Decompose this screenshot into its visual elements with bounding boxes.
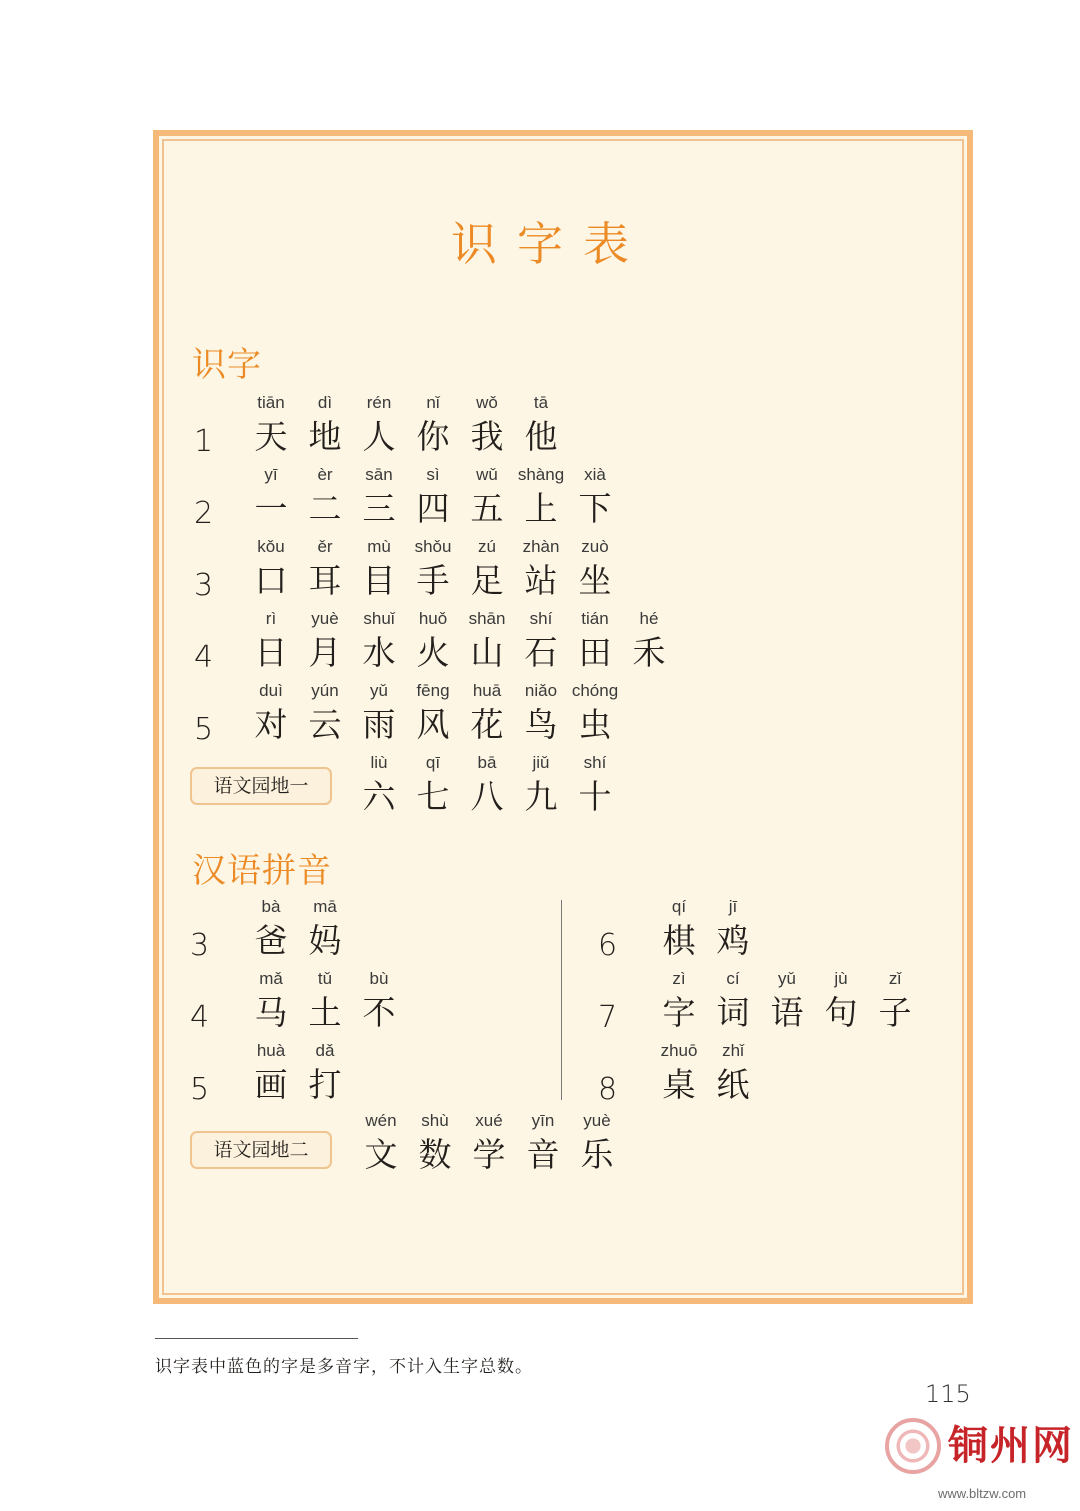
pinyin: sì bbox=[426, 465, 440, 484]
char-cell bbox=[408, 1108, 462, 1176]
pinyin: shù bbox=[421, 1111, 449, 1130]
hanzi: 鸟 bbox=[524, 705, 558, 744]
hanzi: 坐 bbox=[578, 561, 612, 600]
pinyin: yún bbox=[311, 681, 339, 700]
hanzi: 乐 bbox=[580, 1135, 614, 1174]
pinyin: tiān bbox=[257, 393, 285, 412]
lesson-number: 5 bbox=[190, 1072, 210, 1107]
hanzi: 日 bbox=[254, 633, 288, 672]
char-cell bbox=[298, 678, 352, 746]
char-cell bbox=[460, 462, 514, 530]
pinyin: rén bbox=[366, 393, 392, 412]
pinyin: shàng bbox=[517, 465, 565, 484]
hanzi: 爸 bbox=[254, 921, 288, 960]
hanzi: 棋 bbox=[662, 921, 696, 960]
pinyin: zì bbox=[672, 969, 686, 988]
char-cell bbox=[298, 606, 352, 674]
hanzi: 十 bbox=[578, 777, 612, 816]
hanzi: 你 bbox=[416, 417, 450, 456]
pinyin: mù bbox=[367, 537, 391, 556]
pinyin: qí bbox=[671, 897, 687, 916]
hanzi: 雨 bbox=[362, 705, 396, 744]
char-cell bbox=[568, 750, 622, 818]
watermark-url: www.bltzw.com bbox=[938, 1486, 1027, 1501]
hanzi: 纸 bbox=[716, 1065, 750, 1104]
page-title: 识字表 bbox=[451, 217, 649, 271]
hanzi: 对 bbox=[254, 705, 288, 744]
section-heading-shizi: 识字 bbox=[192, 345, 262, 385]
pinyin: bà bbox=[261, 897, 281, 916]
char-cell bbox=[514, 678, 568, 746]
hanzi: 马 bbox=[254, 993, 288, 1032]
hanzi: 山 bbox=[470, 633, 504, 672]
pinyin: tǔ bbox=[317, 969, 333, 988]
char-cell bbox=[298, 462, 352, 530]
char-cell bbox=[352, 534, 406, 602]
pinyin: zhǐ bbox=[722, 1041, 744, 1060]
hanzi: 耳 bbox=[308, 561, 342, 600]
char-cell bbox=[460, 606, 514, 674]
pinyin: shí bbox=[583, 753, 607, 772]
pinyin: huā bbox=[472, 681, 502, 700]
pinyin: ěr bbox=[317, 537, 333, 556]
hanzi: 火 bbox=[416, 633, 450, 672]
hanzi: 字 bbox=[662, 993, 696, 1032]
hanzi: 禾 bbox=[632, 633, 666, 672]
pinyin: bù bbox=[369, 969, 389, 988]
char-cell bbox=[406, 606, 460, 674]
hanzi: 鸡 bbox=[716, 921, 750, 960]
char-cell bbox=[514, 606, 568, 674]
char-cell bbox=[352, 966, 406, 1034]
char-cell bbox=[406, 678, 460, 746]
pinyin: shí bbox=[529, 609, 553, 628]
pinyin: chóng bbox=[571, 681, 619, 700]
pinyin: yǔ bbox=[778, 969, 796, 988]
garden-badge: 语文园地二 bbox=[190, 1131, 332, 1169]
char-cell bbox=[352, 390, 406, 458]
char-cell bbox=[460, 390, 514, 458]
lesson-number: 3 bbox=[190, 928, 210, 963]
hanzi: 七 bbox=[416, 777, 450, 816]
pinyin: mā bbox=[313, 897, 337, 916]
column-divider bbox=[561, 900, 562, 1100]
hanzi: 月 bbox=[308, 633, 342, 672]
char-cell bbox=[514, 534, 568, 602]
char-cell bbox=[406, 462, 460, 530]
pinyin: xià bbox=[584, 465, 606, 484]
pinyin: èr bbox=[317, 465, 333, 484]
char-cell bbox=[514, 462, 568, 530]
hanzi: 四 bbox=[416, 489, 450, 528]
char-cell bbox=[244, 894, 298, 962]
hanzi: 人 bbox=[362, 417, 396, 456]
garden-badge: 语文园地一 bbox=[190, 767, 332, 805]
hanzi: 口 bbox=[254, 561, 288, 600]
hanzi: 六 bbox=[362, 777, 396, 816]
pinyin: niǎo bbox=[524, 681, 558, 700]
char-cell bbox=[460, 534, 514, 602]
char-cell bbox=[568, 462, 622, 530]
pinyin: sān bbox=[365, 465, 393, 484]
char-cell bbox=[298, 534, 352, 602]
char-cell bbox=[706, 966, 760, 1034]
pinyin: kǒu bbox=[257, 537, 285, 556]
hanzi: 我 bbox=[470, 417, 504, 456]
char-cell bbox=[244, 390, 298, 458]
hanzi: 水 bbox=[362, 633, 396, 672]
char-cell bbox=[244, 606, 298, 674]
char-cell bbox=[298, 390, 352, 458]
hanzi: 桌 bbox=[662, 1065, 696, 1104]
hanzi: 风 bbox=[416, 705, 450, 744]
pinyin: cí bbox=[726, 969, 740, 988]
hanzi: 句 bbox=[824, 993, 858, 1032]
hanzi: 子 bbox=[878, 993, 912, 1032]
pinyin: tā bbox=[533, 393, 549, 412]
hanzi: 不 bbox=[362, 993, 396, 1032]
lesson-number: 5 bbox=[194, 712, 214, 747]
hanzi: 五 bbox=[470, 489, 504, 528]
hanzi: 画 bbox=[254, 1065, 288, 1104]
pinyin: dì bbox=[317, 393, 333, 412]
char-cell bbox=[514, 750, 568, 818]
char-cell bbox=[568, 606, 622, 674]
char-cell bbox=[406, 390, 460, 458]
pinyin: zhàn bbox=[522, 537, 560, 556]
pinyin: zú bbox=[478, 537, 496, 556]
hanzi: 语 bbox=[770, 993, 804, 1032]
pinyin: jù bbox=[834, 969, 848, 988]
char-cell bbox=[298, 966, 352, 1034]
char-cell bbox=[652, 894, 706, 962]
char-cell bbox=[352, 750, 406, 818]
hanzi: 天 bbox=[254, 417, 288, 456]
hanzi: 学 bbox=[472, 1135, 506, 1174]
watermark-name: 铜州网 bbox=[948, 1422, 1074, 1469]
char-cell bbox=[868, 966, 922, 1034]
char-cell bbox=[244, 678, 298, 746]
char-cell bbox=[406, 750, 460, 818]
pinyin: duì bbox=[259, 681, 283, 700]
pinyin: liù bbox=[370, 753, 388, 772]
char-cell bbox=[706, 1038, 760, 1106]
hanzi: 二 bbox=[308, 489, 342, 528]
hanzi: 花 bbox=[470, 705, 504, 744]
char-cell bbox=[354, 1108, 408, 1176]
pinyin: tián bbox=[581, 609, 609, 628]
hanzi: 词 bbox=[716, 993, 750, 1032]
char-cell bbox=[462, 1108, 516, 1176]
lesson-number: 2 bbox=[194, 496, 214, 531]
footnote: 识字表中蓝色的字是多音字，不计入生字总数。 bbox=[155, 1357, 533, 1377]
char-cell bbox=[352, 678, 406, 746]
hanzi: 手 bbox=[416, 561, 450, 600]
char-cell bbox=[706, 894, 760, 962]
hanzi: 九 bbox=[524, 777, 558, 816]
char-cell bbox=[298, 1038, 352, 1106]
pinyin: shǒu bbox=[414, 537, 452, 556]
lesson-number: 7 bbox=[598, 1000, 618, 1035]
char-cell bbox=[244, 462, 298, 530]
hanzi: 文 bbox=[364, 1135, 398, 1174]
char-cell bbox=[568, 534, 622, 602]
pinyin: dǎ bbox=[315, 1041, 335, 1060]
lesson-number: 6 bbox=[598, 928, 618, 963]
pinyin: jiǔ bbox=[532, 753, 550, 772]
footnote-rule bbox=[155, 1338, 358, 1339]
pinyin: zǐ bbox=[888, 969, 902, 988]
hanzi: 地 bbox=[308, 417, 342, 456]
pinyin: rì bbox=[265, 609, 277, 628]
char-cell bbox=[516, 1108, 570, 1176]
hanzi: 音 bbox=[526, 1135, 560, 1174]
char-cell bbox=[622, 606, 676, 674]
char-cell bbox=[460, 750, 514, 818]
char-cell bbox=[652, 1038, 706, 1106]
pinyin: mǎ bbox=[259, 969, 283, 988]
char-cell bbox=[244, 534, 298, 602]
pinyin: yīn bbox=[531, 1111, 555, 1130]
pinyin: yuè bbox=[311, 609, 339, 628]
hanzi: 一 bbox=[254, 489, 288, 528]
pinyin: fēng bbox=[416, 681, 450, 700]
char-cell bbox=[460, 678, 514, 746]
hanzi: 目 bbox=[362, 561, 396, 600]
hanzi: 三 bbox=[362, 489, 396, 528]
hanzi: 虫 bbox=[578, 705, 612, 744]
char-cell bbox=[298, 894, 352, 962]
hanzi: 下 bbox=[578, 489, 612, 528]
pinyin: bā bbox=[477, 753, 497, 772]
lesson-number: 4 bbox=[194, 640, 214, 675]
lesson-number: 4 bbox=[190, 1000, 210, 1035]
hanzi: 他 bbox=[524, 417, 558, 456]
pinyin: xué bbox=[475, 1111, 503, 1130]
char-cell bbox=[570, 1108, 624, 1176]
char-cell bbox=[514, 390, 568, 458]
char-cell bbox=[352, 606, 406, 674]
pinyin: jī bbox=[728, 897, 738, 916]
hanzi: 数 bbox=[418, 1135, 452, 1174]
pinyin: nǐ bbox=[426, 393, 440, 412]
char-cell bbox=[652, 966, 706, 1034]
pinyin: zuò bbox=[581, 537, 609, 556]
lesson-number: 1 bbox=[194, 424, 214, 459]
page-number: 115 bbox=[925, 1380, 971, 1408]
hanzi: 站 bbox=[524, 561, 558, 600]
section-heading-pinyin: 汉语拼音 bbox=[192, 851, 332, 891]
char-cell bbox=[568, 678, 622, 746]
char-cell bbox=[244, 966, 298, 1034]
pinyin: yuè bbox=[583, 1111, 611, 1130]
char-cell bbox=[244, 1038, 298, 1106]
pinyin: hé bbox=[639, 609, 659, 628]
pinyin: wǒ bbox=[476, 393, 498, 412]
pinyin: qī bbox=[425, 753, 441, 772]
hanzi: 打 bbox=[308, 1065, 342, 1104]
pinyin: zhuō bbox=[660, 1041, 698, 1060]
hanzi: 云 bbox=[308, 705, 342, 744]
hanzi: 妈 bbox=[308, 921, 342, 960]
pinyin: wǔ bbox=[476, 465, 498, 484]
hanzi: 石 bbox=[524, 633, 558, 672]
hanzi: 足 bbox=[470, 561, 504, 600]
pinyin: huǒ bbox=[418, 609, 448, 628]
pinyin: yī bbox=[264, 465, 278, 484]
char-cell bbox=[814, 966, 868, 1034]
pinyin: wén bbox=[365, 1111, 397, 1130]
hanzi: 田 bbox=[578, 633, 612, 672]
hanzi: 土 bbox=[308, 993, 342, 1032]
char-cell bbox=[760, 966, 814, 1034]
hanzi: 上 bbox=[524, 489, 558, 528]
lesson-number: 8 bbox=[598, 1072, 618, 1107]
pinyin: shān bbox=[468, 609, 506, 628]
char-cell bbox=[352, 462, 406, 530]
char-cell bbox=[406, 534, 460, 602]
pinyin: huà bbox=[256, 1041, 286, 1060]
lesson-number: 3 bbox=[194, 568, 214, 603]
pinyin: shuǐ bbox=[363, 609, 395, 628]
hanzi: 八 bbox=[470, 777, 504, 816]
watermark-logo-icon bbox=[885, 1418, 941, 1474]
pinyin: yǔ bbox=[370, 681, 388, 700]
